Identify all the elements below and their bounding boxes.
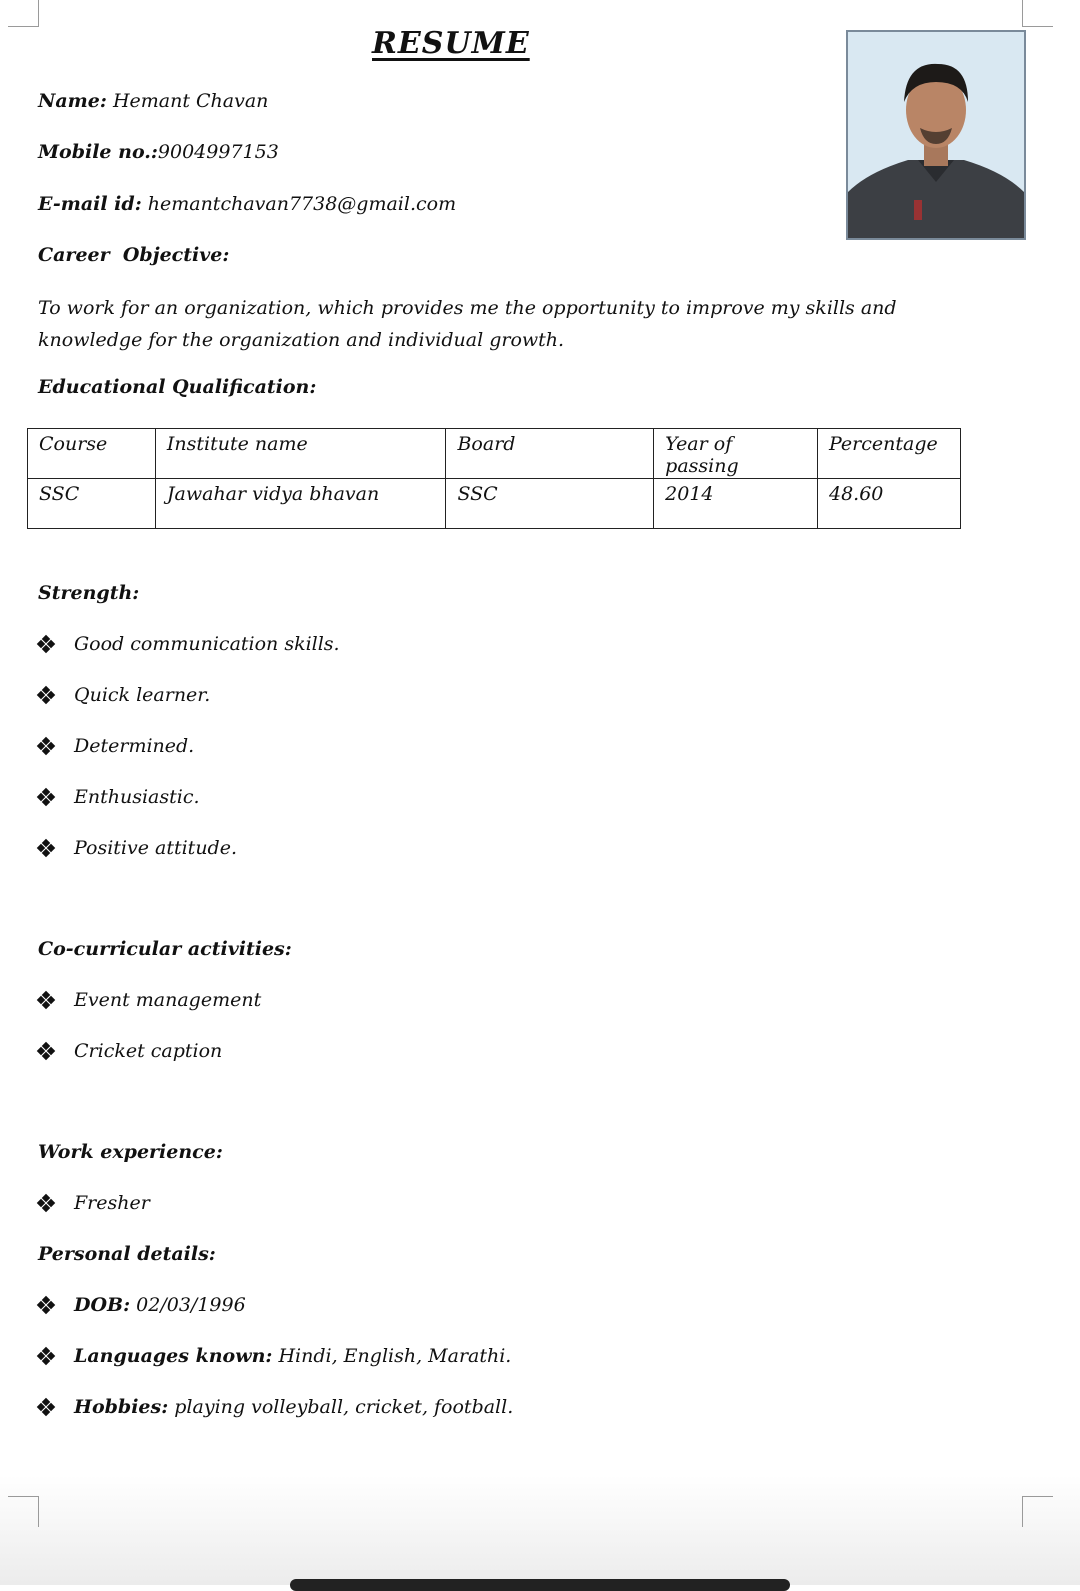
list-item (38, 1294, 246, 1316)
table-header-cell: Board (446, 429, 654, 479)
list-item-text: Good communication skills. (74, 633, 340, 655)
list-item-text: Cricket caption (74, 1040, 223, 1062)
list-item (38, 633, 340, 655)
list-item-text: Fresher (74, 1192, 150, 1214)
dob-value: 02/03/1996 (136, 1294, 246, 1316)
home-indicator[interactable] (290, 1579, 790, 1591)
list-item (38, 989, 261, 1011)
diamond-bullet-icon (38, 840, 54, 856)
work-experience-heading: Work experience: (38, 1141, 223, 1163)
list-item-text: Event management (74, 989, 262, 1011)
hobbies-value: playing volleyball, cricket, football. (174, 1396, 514, 1418)
diamond-bullet-icon (38, 636, 54, 652)
name-value: Hemant Chavan (112, 90, 269, 112)
hobbies-label: Hobbies: (74, 1396, 169, 1418)
diamond-bullet-icon (38, 1297, 54, 1313)
list-item (38, 735, 194, 757)
diamond-bullet-icon (38, 687, 54, 703)
list-item (38, 837, 237, 859)
email-line (38, 193, 456, 215)
table-cell: SSC (446, 479, 654, 529)
list-item (38, 684, 210, 706)
resume-title: RESUME (372, 26, 530, 61)
personal-details-heading: Personal details: (38, 1243, 216, 1265)
languages-value: Hindi, English, Marathi. (278, 1345, 512, 1367)
table-header-cell: Percentage (818, 429, 961, 479)
table-row (28, 479, 961, 529)
list-item (38, 1345, 511, 1367)
table-header-cell: Year of passing (654, 429, 818, 479)
page-corner-mark (1022, 1496, 1053, 1527)
dob-label: DOB: (74, 1294, 131, 1316)
table-cell: 2014 (654, 479, 818, 529)
name-line (38, 90, 268, 112)
education-heading: Educational Qualification: (38, 376, 317, 398)
co-curricular-heading: Co-curricular activities: (38, 938, 292, 960)
education-table (27, 428, 961, 529)
strength-heading: Strength: (38, 582, 140, 604)
mobile-label: Mobile no.: (38, 141, 158, 163)
diamond-bullet-icon (38, 1399, 54, 1415)
diamond-bullet-icon (38, 1348, 54, 1364)
diamond-bullet-icon (38, 1195, 54, 1211)
table-cell: 48.60 (818, 479, 961, 529)
mobile-line (38, 141, 279, 163)
table-cell: SSC (28, 479, 156, 529)
languages-label: Languages known: (74, 1345, 273, 1367)
career-objective-text: To work for an organization, which provides me the opportunity to improve my skills and knowledge for the organization and individual growth. (38, 297, 897, 351)
page-corner-mark (8, 0, 39, 27)
email-label: E-mail id: (38, 193, 142, 215)
list-item (38, 1192, 150, 1214)
diamond-bullet-icon (38, 1043, 54, 1059)
list-item (38, 786, 200, 808)
mobile-value: 9004997153 (157, 141, 279, 163)
page-corner-mark (1022, 0, 1053, 27)
list-item-text: Positive attitude. (74, 837, 238, 859)
list-item-text: Enthusiastic. (74, 786, 200, 808)
diamond-bullet-icon (38, 738, 54, 754)
table-header-cell: Institute name (155, 429, 446, 479)
career-objective-heading: Career Objective: (38, 244, 230, 266)
name-label: Name: (38, 90, 107, 112)
profile-photo (846, 30, 1026, 240)
diamond-bullet-icon (38, 992, 54, 1008)
email-value: hemantchavan7738@gmail.com (147, 193, 457, 215)
table-cell: Jawahar vidya bhavan (155, 479, 446, 529)
list-item-text: Quick learner. (74, 684, 211, 706)
diamond-bullet-icon (38, 789, 54, 805)
list-item (38, 1040, 222, 1062)
page-corner-mark (8, 1496, 39, 1527)
table-header-row (28, 429, 961, 479)
table-header-cell: Course (28, 429, 156, 479)
list-item (38, 1396, 513, 1418)
bottom-shade (0, 1475, 1080, 1585)
list-item-text: Determined. (74, 735, 195, 757)
